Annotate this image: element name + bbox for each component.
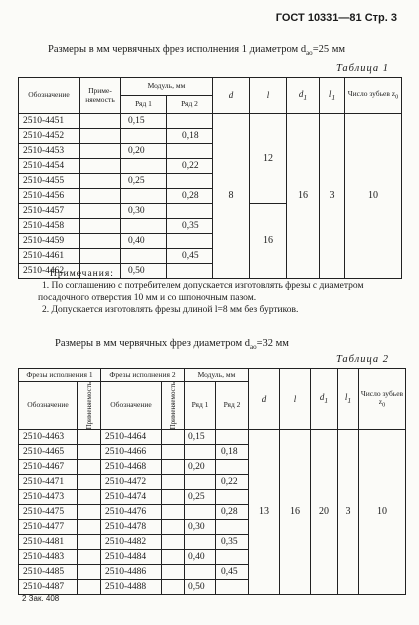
t1-code: 2510-4457 bbox=[19, 204, 80, 219]
t1-m2: 0,28 bbox=[167, 189, 213, 204]
t2-header-d: d bbox=[249, 369, 280, 430]
table2 bbox=[18, 368, 406, 595]
table1-caption: Размеры в мм червячных фрез исполнения 1 диаметром $d_{ао}=25$ мм bbox=[48, 44, 346, 58]
t2-code2: 2510-4468 bbox=[101, 460, 162, 475]
t1-m2: 0,18 bbox=[167, 129, 213, 144]
t1-header-teeth: Число зубьев $z_0$ bbox=[345, 78, 402, 114]
page-header: ГОСТ 10331—81 Стр. 3 bbox=[275, 12, 397, 24]
notes-title: Примечания: bbox=[50, 269, 114, 279]
t2-m1: 0,40 bbox=[185, 550, 216, 565]
t2-header-row2: Ряд 2 bbox=[216, 382, 249, 430]
t1-header-module: Модуль, мм bbox=[121, 78, 213, 96]
t2-m2 bbox=[216, 580, 249, 595]
t1-m1: 0,20 bbox=[121, 144, 167, 159]
t1-m2 bbox=[167, 204, 213, 219]
t2-header-teeth: Число зубьев $z_0$ bbox=[359, 369, 406, 430]
t2-code2: 2510-4486 bbox=[101, 565, 162, 580]
t2-teeth-value: 10 bbox=[359, 430, 406, 595]
t1-header-code: Обозначение bbox=[19, 78, 80, 114]
t1-code: 2510-4451 bbox=[19, 114, 80, 129]
t2-m1: 0,30 bbox=[185, 520, 216, 535]
t1-code: 2510-4461 bbox=[19, 249, 80, 264]
t2-code1: 2510-4487 bbox=[19, 580, 78, 595]
t1-m2: 0,45 bbox=[167, 249, 213, 264]
t2-code1: 2510-4477 bbox=[19, 520, 78, 535]
t1-teeth-value: 10 bbox=[345, 114, 402, 279]
t2-header-row1: Ряд 1 bbox=[185, 382, 216, 430]
t1-code: 2510-4455 bbox=[19, 174, 80, 189]
t1-m2 bbox=[167, 234, 213, 249]
t2-header-note1: Применяемость bbox=[78, 382, 101, 430]
table1 bbox=[18, 77, 402, 279]
t1-code: 2510-4458 bbox=[19, 219, 80, 234]
table-row bbox=[19, 114, 402, 129]
t2-m2 bbox=[216, 490, 249, 505]
t2-code1: 2510-4473 bbox=[19, 490, 78, 505]
t1-m1: 0,25 bbox=[121, 174, 167, 189]
t2-code2: 2510-4484 bbox=[101, 550, 162, 565]
t2-code1: 2510-4485 bbox=[19, 565, 78, 580]
t2-header-version1: Фрезы исполнения 1 bbox=[19, 369, 101, 382]
t1-m1 bbox=[121, 189, 167, 204]
t2-code2: 2510-4474 bbox=[101, 490, 162, 505]
table-row bbox=[19, 430, 406, 445]
t2-m2 bbox=[216, 430, 249, 445]
table2-label: Таблица 2 bbox=[335, 354, 389, 365]
t2-code2: 2510-4464 bbox=[101, 430, 162, 445]
t2-m2 bbox=[216, 460, 249, 475]
table2-caption: Размеры в мм червячных фрез диаметром $d_{ао}=32$ мм bbox=[55, 338, 289, 352]
t1-l1-value: 3 bbox=[320, 114, 345, 279]
t1-m1 bbox=[121, 219, 167, 234]
t2-header-module: Модуль, мм bbox=[185, 369, 249, 382]
t2-code1: 2510-4467 bbox=[19, 460, 78, 475]
t2-code2: 2510-4472 bbox=[101, 475, 162, 490]
t1-code: 2510-4452 bbox=[19, 129, 80, 144]
t1-d-value: 8 bbox=[213, 114, 250, 279]
t1-code: 2510-4459 bbox=[19, 234, 80, 249]
t2-header-l: l bbox=[280, 369, 311, 430]
t2-l1-value: 3 bbox=[338, 430, 359, 595]
t2-m2: 0,35 bbox=[216, 535, 249, 550]
t1-header-d: d bbox=[213, 78, 250, 114]
t2-code1: 2510-4481 bbox=[19, 535, 78, 550]
t2-m1 bbox=[185, 565, 216, 580]
t2-header-note2: Применяемость bbox=[162, 382, 185, 430]
page-footer: 2 Зак. 408 bbox=[22, 594, 60, 603]
t1-header-d1: $d_1$ bbox=[287, 78, 320, 114]
t1-m2: 0,22 bbox=[167, 159, 213, 174]
t2-code2: 2510-4478 bbox=[101, 520, 162, 535]
note-2: 2. Допускается изготовлять фрезы длиной l=8 мм без буртиков. bbox=[42, 305, 299, 315]
t2-header-code2: Обозначение bbox=[101, 382, 162, 430]
t1-d1-value: 16 bbox=[287, 114, 320, 279]
t1-m2: 0,35 bbox=[167, 219, 213, 234]
table1-label: Таблица 1 bbox=[335, 63, 389, 74]
t1-header-note: Применяемость bbox=[80, 78, 121, 114]
t2-code2: 2510-4482 bbox=[101, 535, 162, 550]
t2-code2: 2510-4476 bbox=[101, 505, 162, 520]
t2-m1 bbox=[185, 475, 216, 490]
t2-code1: 2510-4465 bbox=[19, 445, 78, 460]
t2-code1: 2510-4463 bbox=[19, 430, 78, 445]
t1-m1: 0,50 bbox=[121, 264, 167, 279]
t2-m2 bbox=[216, 520, 249, 535]
t1-l-value-b: 16 bbox=[250, 204, 287, 279]
t1-m1 bbox=[121, 249, 167, 264]
t1-header-row1: Ряд 1 bbox=[121, 96, 167, 114]
t1-m2 bbox=[167, 144, 213, 159]
t2-m2: 0,28 bbox=[216, 505, 249, 520]
t1-m1: 0,15 bbox=[121, 114, 167, 129]
t2-m1: 0,20 bbox=[185, 460, 216, 475]
t2-m1 bbox=[185, 535, 216, 550]
t1-header-row2: Ряд 2 bbox=[167, 96, 213, 114]
t2-m2 bbox=[216, 550, 249, 565]
t2-d1-value: 20 bbox=[311, 430, 338, 595]
t2-header-d1: $d_1$ bbox=[311, 369, 338, 430]
t1-m1: 0,40 bbox=[121, 234, 167, 249]
t2-m1 bbox=[185, 505, 216, 520]
notes-block bbox=[38, 268, 398, 316]
t1-m1 bbox=[121, 159, 167, 174]
t1-code: 2510-4462 bbox=[19, 264, 80, 279]
t1-code: 2510-4453 bbox=[19, 144, 80, 159]
note-1: 1. По соглашению с потребителем допускается изготовлять фрезы с диаметром посадочного отверстия 10 мм и со шпоночным пазом. bbox=[38, 281, 364, 303]
t2-m1: 0,15 bbox=[185, 430, 216, 445]
t2-code2: 2510-4466 bbox=[101, 445, 162, 460]
t2-code1: 2510-4475 bbox=[19, 505, 78, 520]
t2-header-version2: Фрезы исполнения 2 bbox=[101, 369, 185, 382]
t2-m1: 0,50 bbox=[185, 580, 216, 595]
t2-code1: 2510-4483 bbox=[19, 550, 78, 565]
t2-header-code1: Обозначение bbox=[19, 382, 78, 430]
t1-m2 bbox=[167, 174, 213, 189]
t1-m2 bbox=[167, 114, 213, 129]
t1-l-value-a: 12 bbox=[250, 114, 287, 204]
t2-m1 bbox=[185, 445, 216, 460]
t1-header-l: l bbox=[250, 78, 287, 114]
t2-code1: 2510-4471 bbox=[19, 475, 78, 490]
t2-code2: 2510-4488 bbox=[101, 580, 162, 595]
t1-code: 2510-4456 bbox=[19, 189, 80, 204]
t2-l-value: 16 bbox=[280, 430, 311, 595]
t1-m1 bbox=[121, 129, 167, 144]
t2-m2: 0,22 bbox=[216, 475, 249, 490]
t1-code: 2510-4454 bbox=[19, 159, 80, 174]
t2-m2: 0,45 bbox=[216, 565, 249, 580]
t1-header-l1: $l_1$ bbox=[320, 78, 345, 114]
t2-m1: 0,25 bbox=[185, 490, 216, 505]
t2-m2: 0,18 bbox=[216, 445, 249, 460]
t1-m1: 0,30 bbox=[121, 204, 167, 219]
t2-d-value: 13 bbox=[249, 430, 280, 595]
t2-header-l1: $l_1$ bbox=[338, 369, 359, 430]
